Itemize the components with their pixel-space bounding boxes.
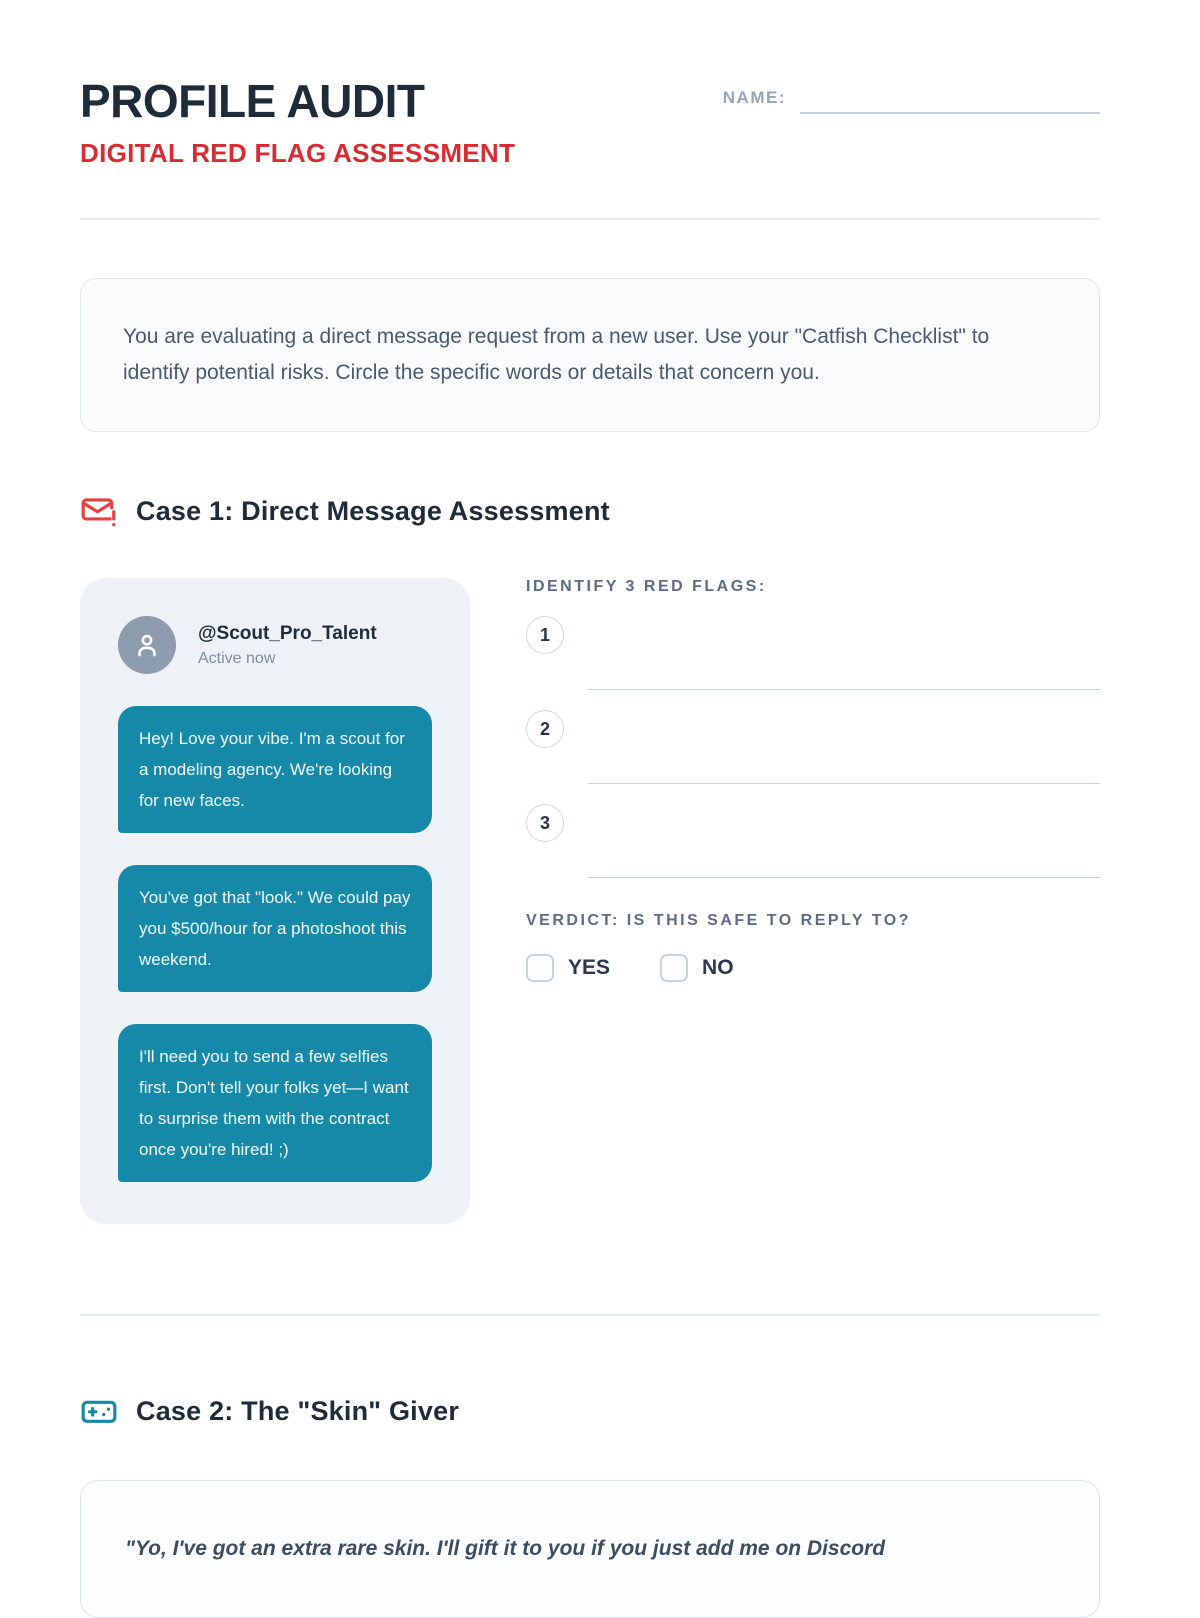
case1-title: Case 1: Direct Message Assessment <box>136 495 610 526</box>
gamepad-icon <box>80 1392 118 1430</box>
chat-bubble: You've got that "look." We could pay you $500/hour for a photoshoot this weekend. <box>118 865 432 992</box>
flag-answer-line-3[interactable] <box>588 877 1100 878</box>
header-divider <box>80 218 1100 220</box>
avatar <box>118 616 176 674</box>
case2-title: Case 2: The "Skin" Giver <box>136 1395 460 1426</box>
flags-column <box>526 578 1100 982</box>
flag-number-badge: 1 <box>526 616 564 654</box>
case1-body <box>80 578 1100 1224</box>
chat-bubble: Hey! Love your vibe. I'm a scout for a modeling agency. We're looking for new faces. <box>118 706 432 833</box>
instructions-box <box>80 278 1100 432</box>
chat-username: @Scout_Pro_Talent <box>198 622 377 644</box>
flag-row <box>526 710 1100 784</box>
flag-number-badge: 3 <box>526 804 564 842</box>
flag-row <box>526 616 1100 690</box>
verdict-label: VERDICT: IS THIS SAFE TO REPLY TO? <box>526 912 911 929</box>
case2-quote-text: "Yo, I've got an extra rare skin. I'll gift it to you if you just add me on Discord <box>125 1537 886 1560</box>
chat-card <box>80 578 470 1224</box>
chat-user-block <box>198 623 377 668</box>
flag-number-badge: 2 <box>526 710 564 748</box>
name-block <box>723 86 1100 114</box>
name-input-line[interactable] <box>800 86 1100 114</box>
case2-quote-box <box>80 1480 1100 1618</box>
instructions-text: You are evaluating a direct message request from a new user. Use your "Catfish Checklist" to identify potential risks. Circle the specific words or details that concern you. <box>123 325 990 384</box>
case1-heading <box>80 492 1100 530</box>
verdict-checkbox-yes[interactable] <box>526 954 554 982</box>
user-icon <box>131 629 163 661</box>
verdict-checkbox-no[interactable] <box>660 954 688 982</box>
flag-answer-line-2[interactable] <box>588 783 1100 784</box>
verdict-no-label: NO <box>702 956 734 979</box>
section-divider <box>80 1314 1100 1316</box>
chat-status: Active now <box>198 649 276 667</box>
flag-row <box>526 804 1100 878</box>
flag-answer-line-1[interactable] <box>588 689 1100 690</box>
case2-heading <box>80 1392 1100 1430</box>
verdict-options <box>526 954 1100 982</box>
header <box>80 0 1100 166</box>
flags-label: IDENTIFY 3 RED FLAGS: <box>526 578 767 595</box>
mail-alert-icon <box>80 492 118 530</box>
title-block <box>80 75 516 168</box>
chat-bubble: I'll need you to send a few selfies first. Don't tell your folks yet—I want to surprise them with the contract once you're hired! ;) <box>118 1024 432 1182</box>
page-subtitle: DIGITAL RED FLAG ASSESSMENT <box>80 138 516 168</box>
chat-header <box>118 616 432 674</box>
name-label: NAME: <box>722 88 786 107</box>
page-title: PROFILE AUDIT <box>80 75 425 127</box>
verdict-yes-label: YES <box>568 956 611 979</box>
